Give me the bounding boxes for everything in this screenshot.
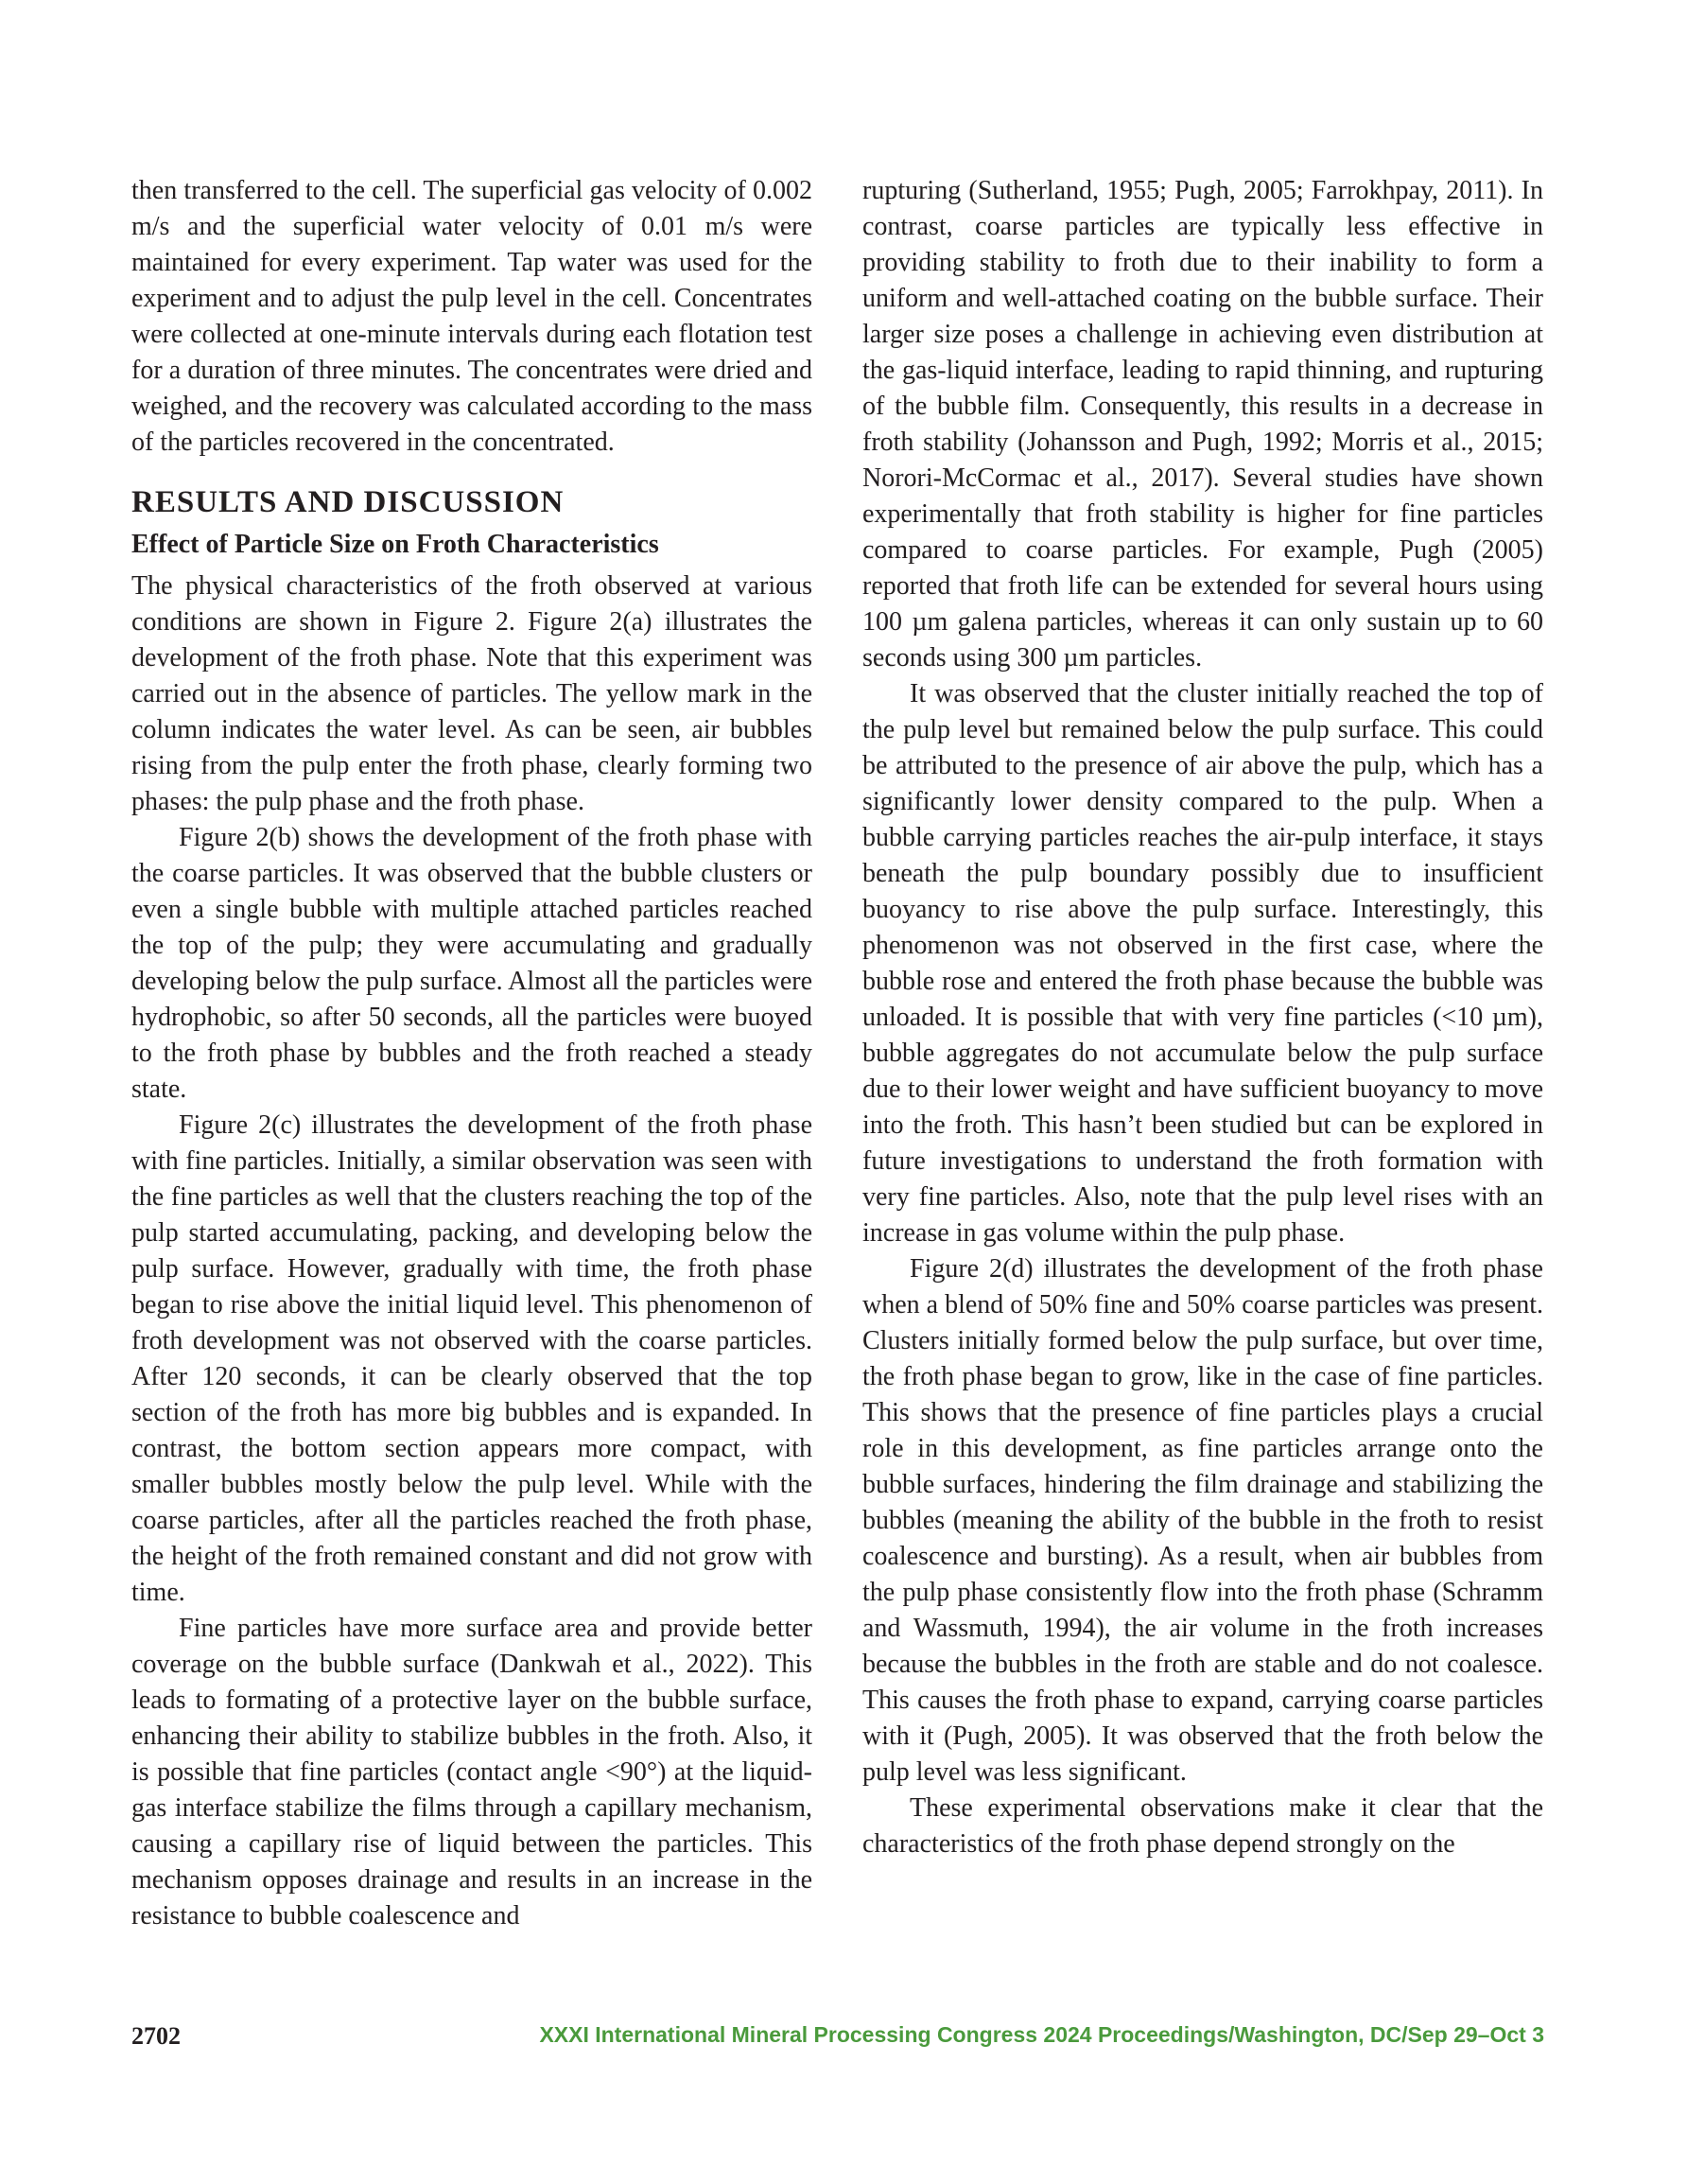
proceedings-title: XXXI International Mineral Processing Congress 2024 Proceedings/Washington, DC/Sep 29–Oct 3	[539, 2022, 1544, 2047]
paragraph: Fine particles have more surface area and provide better coverage on the bubble surface (Dankwah et al., 2022). This leads to formating of a protective layer on the bubble surface, enhancing their ability to stabilize bubbles in the froth. Also, it is possible that fine particles (contact angle <90°) at the liquid-gas interface stabilize the films through a capillary mechanism, causing a capillary rise of liquid between the particles. This mechanism opposes drainage and results in an increase in the resistance to bubble coalescence and	[131, 1614, 812, 1931]
paragraph: Figure 2(c) illustrates the development of the froth phase with fine particles. Initially, a similar observation was seen with the fine particles as well that the clusters reaching the top of the pulp started accumulating, packing, and developing below the pulp surface. However, gradually with time, the froth phase began to rise above the initial liquid level. This phenomenon of froth development was not observed with the coarse particles. After 120 seconds, it can be clearly observed that the top section of the froth has more big bubbles and is expanded. In contrast, the bottom section appears more compact, with smaller bubbles mostly below the pulp level. While with the coarse particles, after all the particles reached the froth phase, the height of the froth remained constant and did not grow with time.	[131, 1110, 812, 1607]
page-number: 2702	[131, 2022, 181, 2050]
paragraph: Figure 2(d) illustrates the development of the froth phase when a blend of 50% fine and 50% coarse particles was present. Clusters initially formed below the pulp surface, but over time, the froth phase began to grow, like in the case of fine particles. This shows that the presence of fine particles plays a crucial role in this development, as fine particles arrange onto the bubble surfaces, hindering the film drainage and stabilizing the bubbles (meaning the ability of the bubble in the froth to resist coalescence and bursting). As a result, when air bubbles from the pulp phase consistently flow into the froth phase (Schramm and Wassmuth, 1994), the air volume in the froth increases because the bubbles in the froth are stable and do not coalesce. This causes the froth phase to expand, carrying coarse particles with it (Pugh, 2005). It was observed that the froth below the pulp level was less significant.	[862, 1254, 1543, 1787]
paragraph: then transferred to the cell. The superficial gas velocity of 0.002 m/s and the superficial water velocity of 0.01 m/s were maintained for every experiment. Tap water was used for the experiment and to adjust the pulp level in the cell. Concentrates were collected at one-minute intervals during each flotation test for a duration of three minutes. The concentrates were dried and weighed, and the recovery was calculated according to the mass of the particles recovered in the concentrated.	[131, 176, 812, 457]
subsection-heading: Effect of Particle Size on Froth Characteristics	[131, 530, 659, 559]
paragraph: The physical characteristics of the froth observed at various conditions are shown in Figure 2. Figure 2(a) illustrates the development of the froth phase. Note that this experiment was carried out in the absence of particles. The yellow mark in the column indicates the water level. As can be seen, air bubbles rising from the pulp enter the froth phase, clearly forming two phases: the pulp phase and the froth phase.	[131, 571, 812, 816]
page-footer	[131, 2022, 1544, 2060]
section-heading: RESULTS AND DISCUSSION	[131, 485, 565, 519]
paragraph: Figure 2(b) shows the development of the froth phase with the coarse particles. It was observed that the bubble clusters or even a single bubble with multiple attached particles reached the top of the pulp; they were accumulating and gradually developing below the pulp surface. Almost all the particles were hydrophobic, so after 50 seconds, all the particles were buoyed to the froth phase by bubbles and the froth reached a steady state.	[131, 823, 813, 1104]
paragraph: rupturing (Sutherland, 1955; Pugh, 2005; Farrokhpay, 2011). In contrast, coarse particles are typically less effective in providing stability to froth due to their inability to form a uniform and well-attached coating on the bubble surface. Their larger size poses a challenge in achieving even distribution at the gas-liquid interface, leading to rapid thinning, and rupturing of the bubble film. Consequently, this results in a decrease in froth stability (Johansson and Pugh, 1992; Morris et al., 2015; Norori-McCormac et al., 2017). Several studies have shown experimentally that froth stability is higher for fine particles compared to coarse particles. For example, Pugh (2005) reported that froth life can be extended for several hours using 100 µm galena particles, whereas it can only sustain up to 60 seconds using 300 µm particles.	[862, 176, 1543, 673]
paragraph: These experimental observations make it clear that the characteristics of the froth phase depend strongly on the	[862, 1793, 1543, 1859]
left-column	[131, 173, 812, 1934]
paragraph: It was observed that the cluster initially reached the top of the pulp level but remained below the pulp surface. This could be attributed to the presence of air above the pulp, which has a significantly lower density compared to the pulp. When a bubble carrying particles reaches the air-pulp interface, it stays beneath the pulp boundary possibly due to insufficient buoyancy to rise above the pulp surface. Interestingly, this phenomenon was not observed in the first case, where the bubble rose and entered the froth phase because the bubble was unloaded. It is possible that with very fine particles (<10 µm), bubble aggregates do not accumulate below the pulp surface due to their lower weight and have sufficient buoyancy to move into the froth. This hasn’t been studied but can be explored in future investigations to understand the froth formation with very fine particles. Also, note that the pulp level rises with an increase in gas volume within the pulp phase.	[862, 679, 1543, 1248]
right-column	[862, 173, 1543, 1862]
